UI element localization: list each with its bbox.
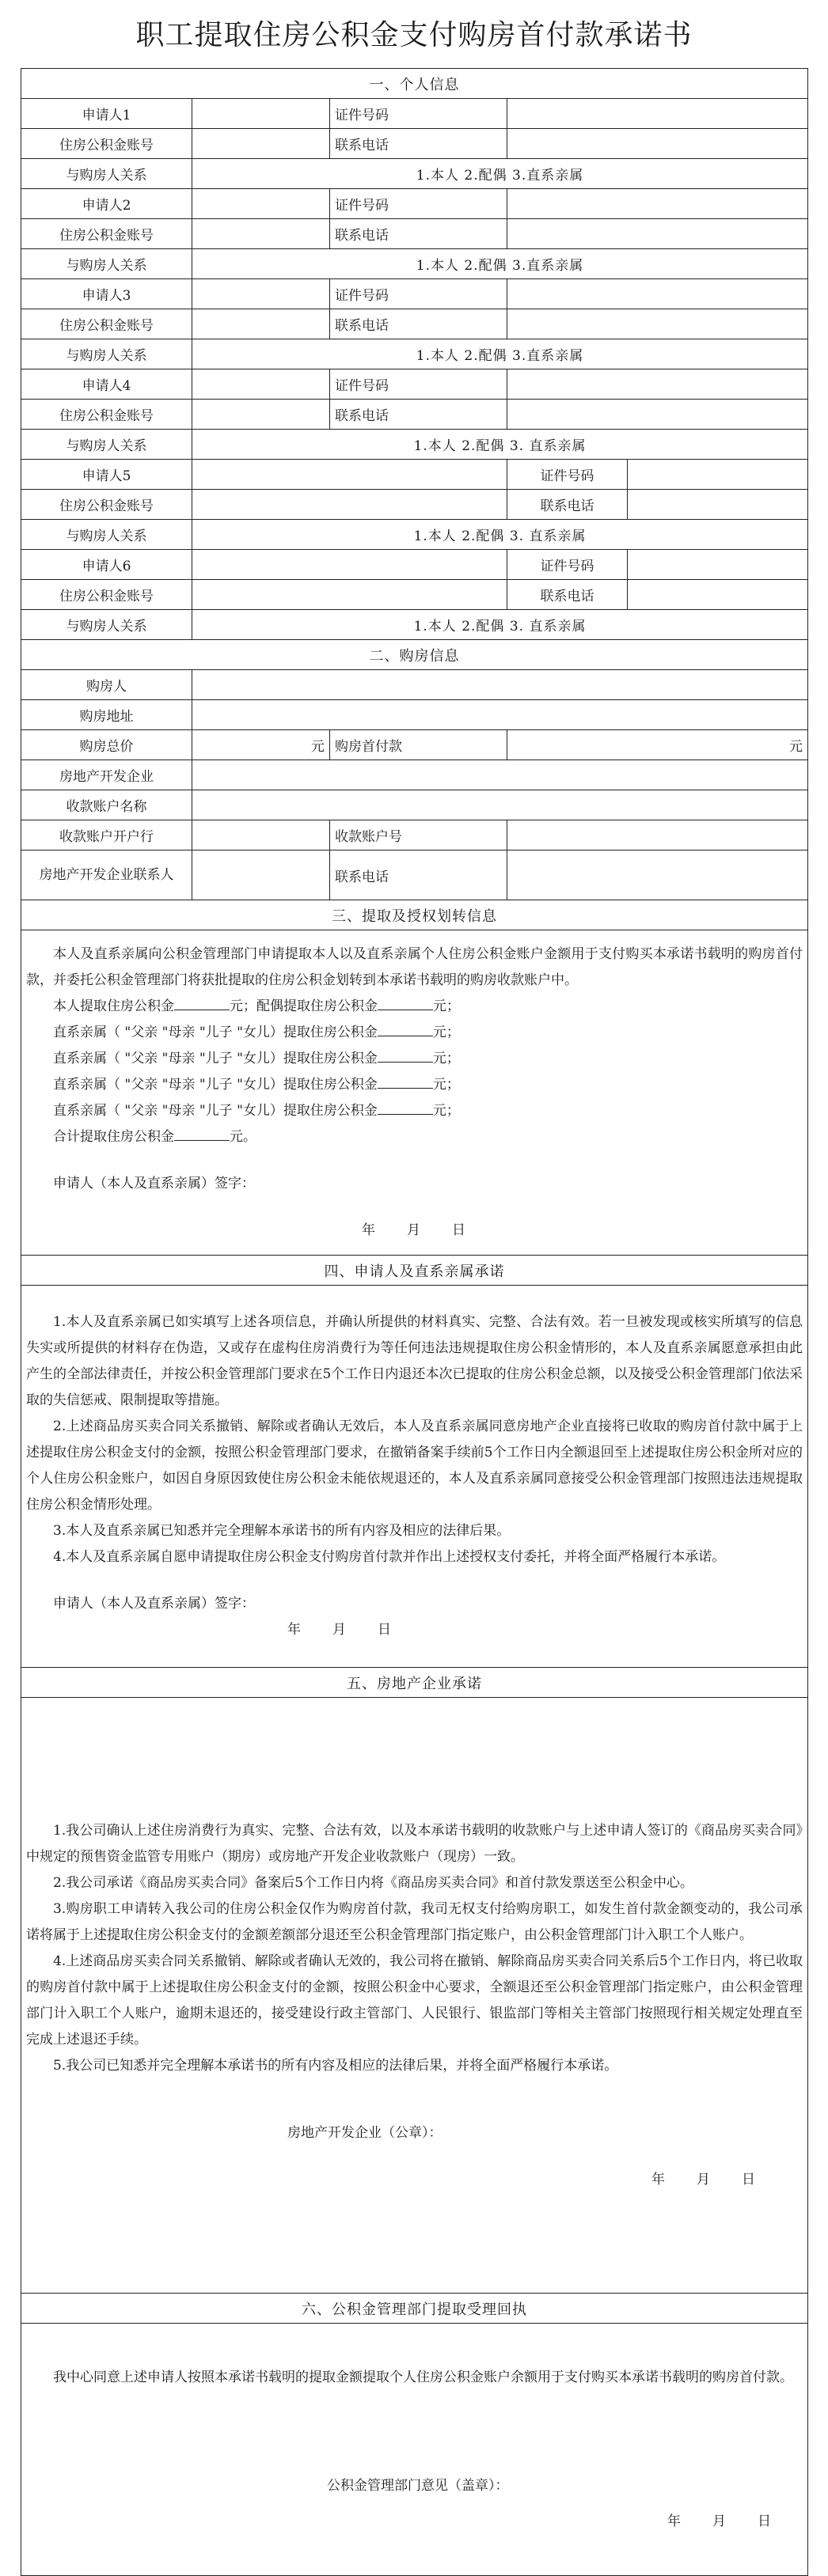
spouse-amount-field[interactable]: [378, 996, 433, 1010]
account-label: 住房公积金账号: [21, 129, 192, 159]
section3-body-row: [21, 930, 808, 1256]
spacer: [26, 1197, 803, 1218]
relation-row: [21, 610, 808, 640]
payee-name-label: 收款账户名称: [21, 790, 192, 820]
self-amount-field[interactable]: [174, 996, 230, 1010]
section2-heading: 二、购房信息: [21, 640, 808, 670]
payee-name-field[interactable]: [192, 790, 808, 820]
developer-seal[interactable]: 房地产开发企业（公章）：: [287, 2125, 442, 2141]
unit-text: 元；: [432, 1103, 460, 1119]
applicant-label: 申请人5: [21, 460, 192, 490]
section5-body-row: [21, 1698, 808, 2294]
id-number-label: 证件号码: [507, 460, 628, 490]
spacer: [26, 1798, 803, 1818]
section1-heading: 一、个人信息: [21, 69, 808, 99]
id-number-label: 证件号码: [330, 369, 507, 400]
account-label: 住房公积金账号: [21, 400, 192, 430]
relative-amount-field[interactable]: [378, 1100, 433, 1115]
spacer: [26, 1570, 803, 1591]
phone-label: 联系电话: [507, 490, 628, 520]
applicant-name-field[interactable]: [192, 550, 507, 580]
price-row: [21, 730, 808, 760]
total-amount-label: 合计提取住房公积金: [53, 1129, 174, 1145]
buyer-label: 购房人: [21, 670, 192, 700]
payee-bank-field[interactable]: [192, 820, 330, 850]
commitment-form: [21, 68, 808, 2576]
page-title: 职工提取住房公积金支付购房首付款承诺书: [135, 19, 693, 51]
id-number-label: 证件号码: [330, 99, 507, 129]
relative-amount-line: [26, 1046, 803, 1072]
relative-amount-line: [26, 1098, 803, 1124]
payee-account-label: 收款账户号: [330, 820, 507, 850]
developer-field[interactable]: [192, 760, 808, 790]
relation-options[interactable]: 1.本人 2.配偶 3.直系亲属: [192, 339, 808, 369]
applicant-row: [21, 279, 808, 309]
commitment-item: 3.购房职工申请转入我公司的住房公积金仅作为购房首付款，我司无权支付给购房职工，如发生首付款金额变动的，我公司承诺将属于上述提取住房公积金支付的金额差额部分退还至公积金管理部门指定账户，由公积金管理部门计入职工个人账户。: [26, 1901, 803, 1943]
account-row: [21, 219, 808, 249]
total-line: [26, 1124, 803, 1150]
relation-row: [21, 339, 808, 369]
applicant-name-field[interactable]: [192, 99, 330, 129]
relation-options[interactable]: 1.本人 2.配偶 3. 直系亲属: [192, 610, 808, 640]
self-spouse-line: [26, 994, 803, 1020]
id-number-label: 证件号码: [507, 550, 628, 580]
commitment-item: 2.我公司承诺《商品房买卖合同》备案后5个工作日内将《商品房买卖合同》和首付款发票送至公积金中心。: [53, 1875, 694, 1891]
phone-field[interactable]: [507, 129, 808, 159]
commitment-item: 1.本人及直系亲属已如实填写上述各项信息，并确认所提供的材料真实、完整、合法有效。若一旦被发现或核实所填写的信息失实或所提供的材料存在伪造，又或存在虚构住房消费行为等任何违法违规提取住房公积金情形的，本人及直系亲属愿意承担由此产生的全部法律责任，并按公积金管理部门要求在5个工作日内退还本次已提取的住房公积金总额，以及接受公积金管理部门依法采取的失信惩戒、限制提取等措施。: [26, 1314, 803, 1408]
address-row: [21, 700, 808, 730]
relative-amount-field[interactable]: [378, 1022, 433, 1036]
commitment-item: 5.我公司已知悉并完全理解本承诺书的所有内容及相应的法律后果，并将全面严格履行本承诺。: [53, 2058, 618, 2074]
buyer-row: [21, 670, 808, 700]
applicant-signature[interactable]: 申请人（本人及直系亲属）签字：: [53, 1596, 255, 1612]
address-label: 购房地址: [21, 700, 192, 730]
applicant-row: [21, 189, 808, 219]
applicant-name-field[interactable]: [192, 279, 330, 309]
total-amount-field[interactable]: [174, 1127, 230, 1141]
relative-amount-line: [26, 1020, 803, 1046]
spacer: [26, 2391, 803, 2411]
section-header: [21, 640, 808, 670]
relative-amount-label: 直系亲属（ "父亲 "母亲 "儿子 "女儿）提取住房公积金: [53, 1077, 378, 1093]
phone-label: 联系电话: [330, 309, 507, 339]
phone-field[interactable]: [628, 490, 808, 520]
total-price-label: 购房总价: [21, 730, 192, 760]
payee_name-row: [21, 790, 808, 820]
section5-heading: 五、房地产企业承诺: [21, 1668, 808, 1698]
relation-row: [21, 249, 808, 279]
relation-label: 与购房人关系: [21, 339, 192, 369]
relation-label: 与购房人关系: [21, 249, 192, 279]
section6-body: [21, 2324, 808, 2576]
relative-amount-line: [26, 1072, 803, 1098]
section-header: [21, 69, 808, 99]
account-field[interactable]: [192, 219, 330, 249]
spacer: [26, 1150, 803, 1171]
commitment-item: 1.我公司确认上述住房消费行为真实、完整、合法有效，以及本承诺书载明的收款账户与上述申请人签订的《商品房买卖合同》中规定的预售资金监管专用账户（期房）或房地产开发企业收款账户（现房）一致。: [26, 1823, 803, 1865]
relation-options[interactable]: 1.本人 2.配偶 3. 直系亲属: [192, 520, 808, 550]
section3-heading: 三、提取及授权划转信息: [21, 900, 808, 930]
section4-heading: 四、申请人及直系亲属承诺: [21, 1256, 808, 1286]
applicant-row: [21, 99, 808, 129]
seal-date[interactable]: 年 月 日: [651, 2172, 757, 2188]
account-row: [21, 580, 808, 610]
spacer: [26, 2100, 803, 2120]
relation-label: 与购房人关系: [21, 520, 192, 550]
applicant-label: 申请人1: [21, 99, 192, 129]
commitment-item: 2.上述商品房买卖合同关系撤销、解除或者确认无效后，本人及直系亲属同意房地产企业直接将已收取的购房首付款中属于上述提取住房公积金支付的金额，按照公积金管理部门要求，在撤销备案手续前5个工作日内全额退回至上述提取住房公积金所对应的个人住房公积金账户，如因自身原因致使住房公积金未能依规退还的，本人及直系亲属同意接受公积金管理部门按照违法违规提取住房公积金情形处理。: [26, 1419, 803, 1513]
relative-amount-label: 直系亲属（ "父亲 "母亲 "儿子 "女儿）提取住房公积金: [53, 1025, 378, 1040]
commitment-item: 4.上述商品房买卖合同关系撤销、解除或者确认无效的，我公司将在撤销、解除商品房买卖合同关系后5个工作日内，将已收取的购房首付款中属于上述提取住房公积金支付的金额，按照公积金中心要求，全额退还至公积金管理部门指定账户，由公积金管理部门计入职工个人账户，逾期未退还的，接受建设行政主管部门、人民银行、银监部门等相关主管部门按照现行相关规定处理直至完成上述退还手续。: [26, 1953, 803, 2048]
self-amount-label: 本人提取住房公积金: [53, 998, 174, 1014]
spouse-amount-label: 元；配偶提取住房公积金: [230, 998, 378, 1014]
account-field[interactable]: [192, 400, 330, 430]
contact-phone-field[interactable]: [507, 850, 808, 900]
relation-row: [21, 159, 808, 189]
account-row: [21, 129, 808, 159]
applicant-signature[interactable]: 申请人（本人及直系亲属）签字：: [53, 1176, 255, 1191]
section-header: [21, 2294, 808, 2324]
contact-phone-label: 联系电话: [330, 850, 507, 900]
relation-options[interactable]: 1.本人 2.配偶 3.直系亲属: [192, 249, 808, 279]
spacer: [26, 2146, 803, 2167]
contact-label: 房地产开发企业联系人: [21, 850, 192, 900]
section-header: [21, 1668, 808, 1698]
phone-label: 联系电话: [330, 219, 507, 249]
address-field[interactable]: [192, 700, 808, 730]
phone-field[interactable]: [507, 400, 808, 430]
phone-label: 联系电话: [330, 400, 507, 430]
down-payment-unit[interactable]: 元: [507, 730, 808, 760]
phone-field[interactable]: [628, 580, 808, 610]
account-row: [21, 309, 808, 339]
applicant-name-field[interactable]: [192, 369, 330, 400]
relative-amount-label: 直系亲属（ "父亲 "母亲 "儿子 "女儿）提取住房公积金: [53, 1103, 378, 1119]
section-header: [21, 1256, 808, 1286]
section3-body: [21, 930, 808, 1256]
phone-label: 联系电话: [330, 129, 507, 159]
id-number-field[interactable]: [507, 189, 808, 219]
applicant-name-field[interactable]: [192, 189, 330, 219]
section-header: [21, 900, 808, 930]
id-number-field[interactable]: [628, 550, 808, 580]
payee-bank-row: [21, 820, 808, 850]
account-field[interactable]: [192, 309, 330, 339]
unit-text: 元；: [433, 998, 460, 1014]
seal-date[interactable]: 年 月 日: [667, 2513, 773, 2529]
account-row: [21, 490, 808, 520]
id-number-field[interactable]: [507, 369, 808, 400]
section6-body-row: [21, 2324, 808, 2576]
contact-row: [21, 850, 808, 900]
spacer: [26, 2411, 803, 2432]
buyer-field[interactable]: [192, 670, 808, 700]
section5-body: [21, 1698, 808, 2294]
relation-label: 与购房人关系: [21, 159, 192, 189]
account-field[interactable]: [192, 580, 507, 610]
payee-account-field[interactable]: [507, 820, 808, 850]
relative-amount-field[interactable]: [378, 1048, 433, 1063]
payee-bank-label: 收款账户开户行: [21, 820, 192, 850]
developer-label: 房地产开发企业: [21, 760, 192, 790]
relative-amount-field[interactable]: [378, 1074, 433, 1089]
unit-text: 元；: [432, 1077, 460, 1093]
applicant-name-field[interactable]: [192, 460, 507, 490]
signature-date[interactable]: 年 月 日: [287, 1622, 393, 1638]
relation-row: [21, 520, 808, 550]
commitment-item: 3.本人及直系亲属已知悉并完全理解本承诺书的所有内容及相应的法律后果。: [53, 1523, 511, 1539]
spacer: [26, 2432, 803, 2453]
relation-label: 与购房人关系: [21, 610, 192, 640]
phone-label: 联系电话: [507, 580, 628, 610]
relation-options[interactable]: 1.本人 2.配偶 3. 直系亲属: [192, 430, 808, 460]
id-number-field[interactable]: [507, 99, 808, 129]
developer-row: [21, 760, 808, 790]
account-label: 住房公积金账号: [21, 580, 192, 610]
account-field[interactable]: [192, 490, 507, 520]
account-label: 住房公积金账号: [21, 309, 192, 339]
total-price-unit[interactable]: 元: [192, 730, 330, 760]
commitment-item: 4.本人及直系亲属自愿申请提取住房公积金支付购房首付款并作出上述授权支付委托，并将全面严格履行本承诺。: [53, 1549, 726, 1565]
applicant-label: 申请人6: [21, 550, 192, 580]
applicant-label: 申请人4: [21, 369, 192, 400]
down-payment-label: 购房首付款: [330, 730, 507, 760]
id-number-field[interactable]: [628, 460, 808, 490]
section4-body-row: [21, 1286, 808, 1668]
account-row: [21, 400, 808, 430]
id-number-label: 证件号码: [330, 189, 507, 219]
relation-options[interactable]: 1.本人 2.配偶 3.直系亲属: [192, 159, 808, 189]
phone-field[interactable]: [507, 309, 808, 339]
applicant-label: 申请人3: [21, 279, 192, 309]
spacer: [26, 2079, 803, 2100]
signature-date[interactable]: 年 月 日: [362, 1222, 468, 1238]
phone-field[interactable]: [507, 219, 808, 249]
account-label: 住房公积金账号: [21, 219, 192, 249]
authorization-paragraph: 本人及直系亲属向公积金管理部门申请提取本人以及直系亲属个人住房公积金账户金额用于支付购买本承诺书载明的购房首付款，并委托公积金管理部门将获批提取的住房公积金划转到本承诺书载明的购房收款账户中。: [26, 946, 803, 988]
unit-text: 元；: [432, 1051, 460, 1066]
section6-heading: 六、公积金管理部门提取受理回执: [21, 2294, 808, 2324]
relation-label: 与购房人关系: [21, 430, 192, 460]
applicant-row: [21, 550, 808, 580]
applicant-label: 申请人2: [21, 189, 192, 219]
housing-fund-seal[interactable]: 公积金管理部门意见（盖章）：: [327, 2477, 509, 2494]
section4-body: [21, 1286, 808, 1668]
applicant-row: [21, 369, 808, 400]
spacer: [26, 2453, 803, 2473]
contact-field[interactable]: [192, 850, 330, 900]
relation-row: [21, 430, 808, 460]
relative-amount-label: 直系亲属（ "父亲 "母亲 "儿子 "女儿）提取住房公积金: [53, 1051, 378, 1066]
unit-text: 元。: [230, 1129, 256, 1145]
unit-text: 元；: [432, 1025, 460, 1040]
account-field[interactable]: [192, 129, 330, 159]
id-number-label: 证件号码: [330, 279, 507, 309]
account-label: 住房公积金账号: [21, 490, 192, 520]
receipt-paragraph: 我中心同意上述申请人按照本承诺书载明的提取金额提取个人住房公积金账户余额用于支付购买本承诺书载明的购房首付款。: [53, 2369, 793, 2385]
applicant-row: [21, 460, 808, 490]
id-number-field[interactable]: [507, 279, 808, 309]
